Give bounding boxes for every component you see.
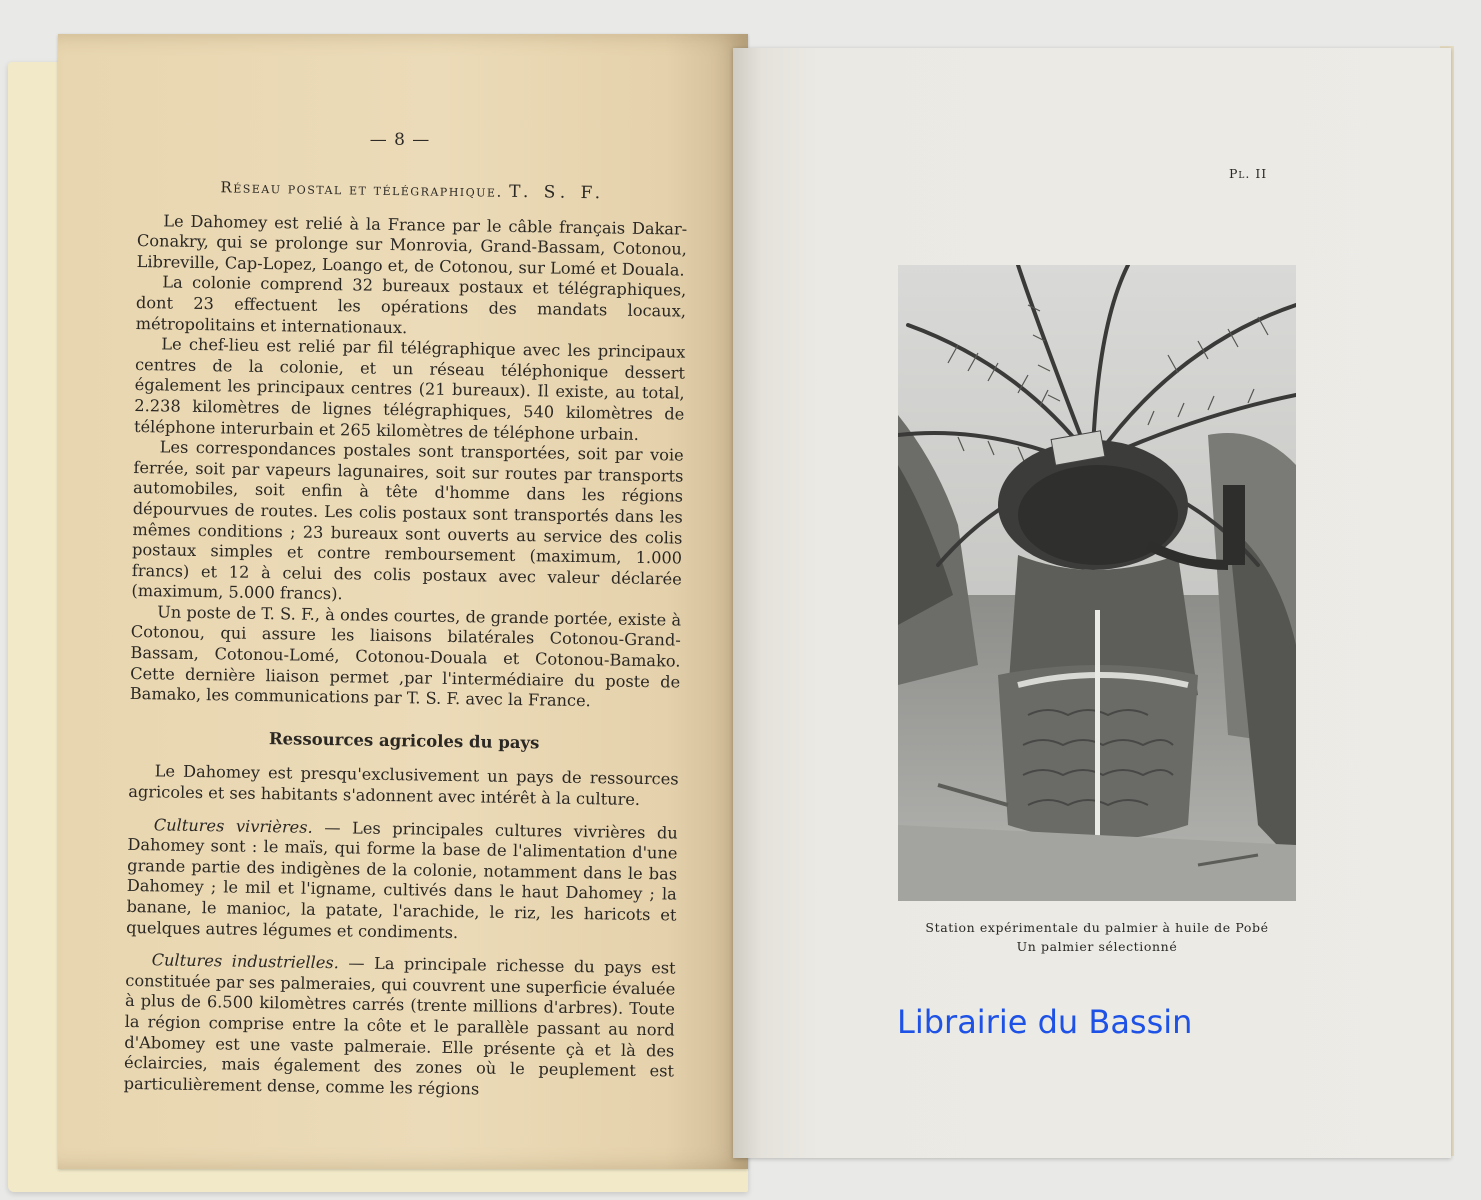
paragraph: La colonie comprend 32 bureaux postaux et télégraphiques, dont 23 effectuent les opérations des mandats locaux, métropolitains et internationaux.	[135, 272, 687, 337]
caption-line-2: Un palmier sélectionné	[1016, 939, 1178, 954]
palm-tree-image	[898, 265, 1296, 901]
watermark-text: Librairie du Bassin	[897, 1003, 1193, 1041]
industrial-crops-label: Cultures industrielles.	[151, 950, 339, 973]
left-page-text	[124, 176, 688, 1103]
industrial-crops-text: — La principale richesse du pays est constituée par ses palmeraies, qui couvrent une superficie évaluée à plus de 6.500 kilomètres carrés (trente millions d'arbres). Toute la région comprise entre la côte et le parallèle passant au nord d'Abomey est une vaste palmeraie. Elle présente çà et là des éclaircies, mais également des zones où le peuplement est particulièrement dense, comme les régions	[123, 953, 676, 1099]
paragraph: Le chef-lieu est relié par fil télégraphique avec les principaux centres de la colonie, et un réseau téléphonique dessert également les principaux centres (21 bureaux). Il existe, au total, 2.238 kilomètres de lignes télégraphiques, 540 kilomètres de téléphone interurbain et 265 kilomètres de téléphone urbain.	[133, 334, 686, 444]
subheading: Ressources agricoles du pays	[268, 728, 540, 753]
paragraph: Un poste de T. S. F., à ondes courtes, de grande portée, existe à Cotonou, qui assure les liaisons bilatérales Cotonou-Grand-Bassam, Cotonou-Lomé, Cotonou-Douala et Cotonou-Bamako. Cette dernière liaison permet ,par l'intermédiaire du poste de Bamako, les communications par T. S. F. avec la France.	[129, 602, 682, 711]
paragraph: Le Dahomey est presqu'exclusivement un pays de ressources agricoles et ses habitants s'adonnent avec intérêt à la culture.	[128, 761, 679, 809]
caption-line-1: Station expérimentale du palmier à huile de Pobé	[925, 920, 1269, 935]
paragraph-industrial-crops	[124, 950, 676, 1103]
section-heading-letters: T. S. F.	[508, 181, 606, 204]
plate-label: Pl. II	[1229, 166, 1268, 181]
food-crops-label: Cultures vivrières.	[153, 814, 313, 837]
section-heading-title: Réseau postal et télégraphique.	[220, 178, 503, 201]
palm-tree-photo	[898, 265, 1296, 901]
paragraph: Le Dahomey est relié à la France par le câble français Dakar-Conakry, qui se prolonge sur Monrovia, Grand-Bassam, Cotonou, Libreville, Cap-Lopez, Loango et, de Cotonou, sur Lomé et Douala.	[136, 210, 688, 280]
paragraph: Les correspondances postales sont transportées, soit par voie ferrée, soit par vapeurs lagunaires, soit sur routes par transports automobiles, soit enfin à tête d'homme dans les régions dépourvues de routes. Les colis postaux sont transportés dans les mêmes conditions ; 23 bureaux sont ouverts au service des colis postaux simples et contre remboursement (maximum, 1.000 francs) et 12 à celui des colis postaux avec valeur déclarée (maximum, 5.000 francs).	[131, 437, 684, 604]
photo-caption	[898, 918, 1296, 956]
food-crops-text: — Les principales cultures vivrières du Dahomey sont : le maïs, qui forme la base de l'alimentation d'une grande partie des indigènes de la colonie, notamment dans le bas Dahomey ; le mil et l'igname, cultivés dans le haut Dahomey ; la banane, le manioc, la patate, l'arachide, le riz, les haricots et quelques autres légumes et condiments.	[126, 817, 678, 942]
paragraph-food-crops	[126, 815, 678, 947]
page-number: — 8 —	[369, 130, 431, 150]
